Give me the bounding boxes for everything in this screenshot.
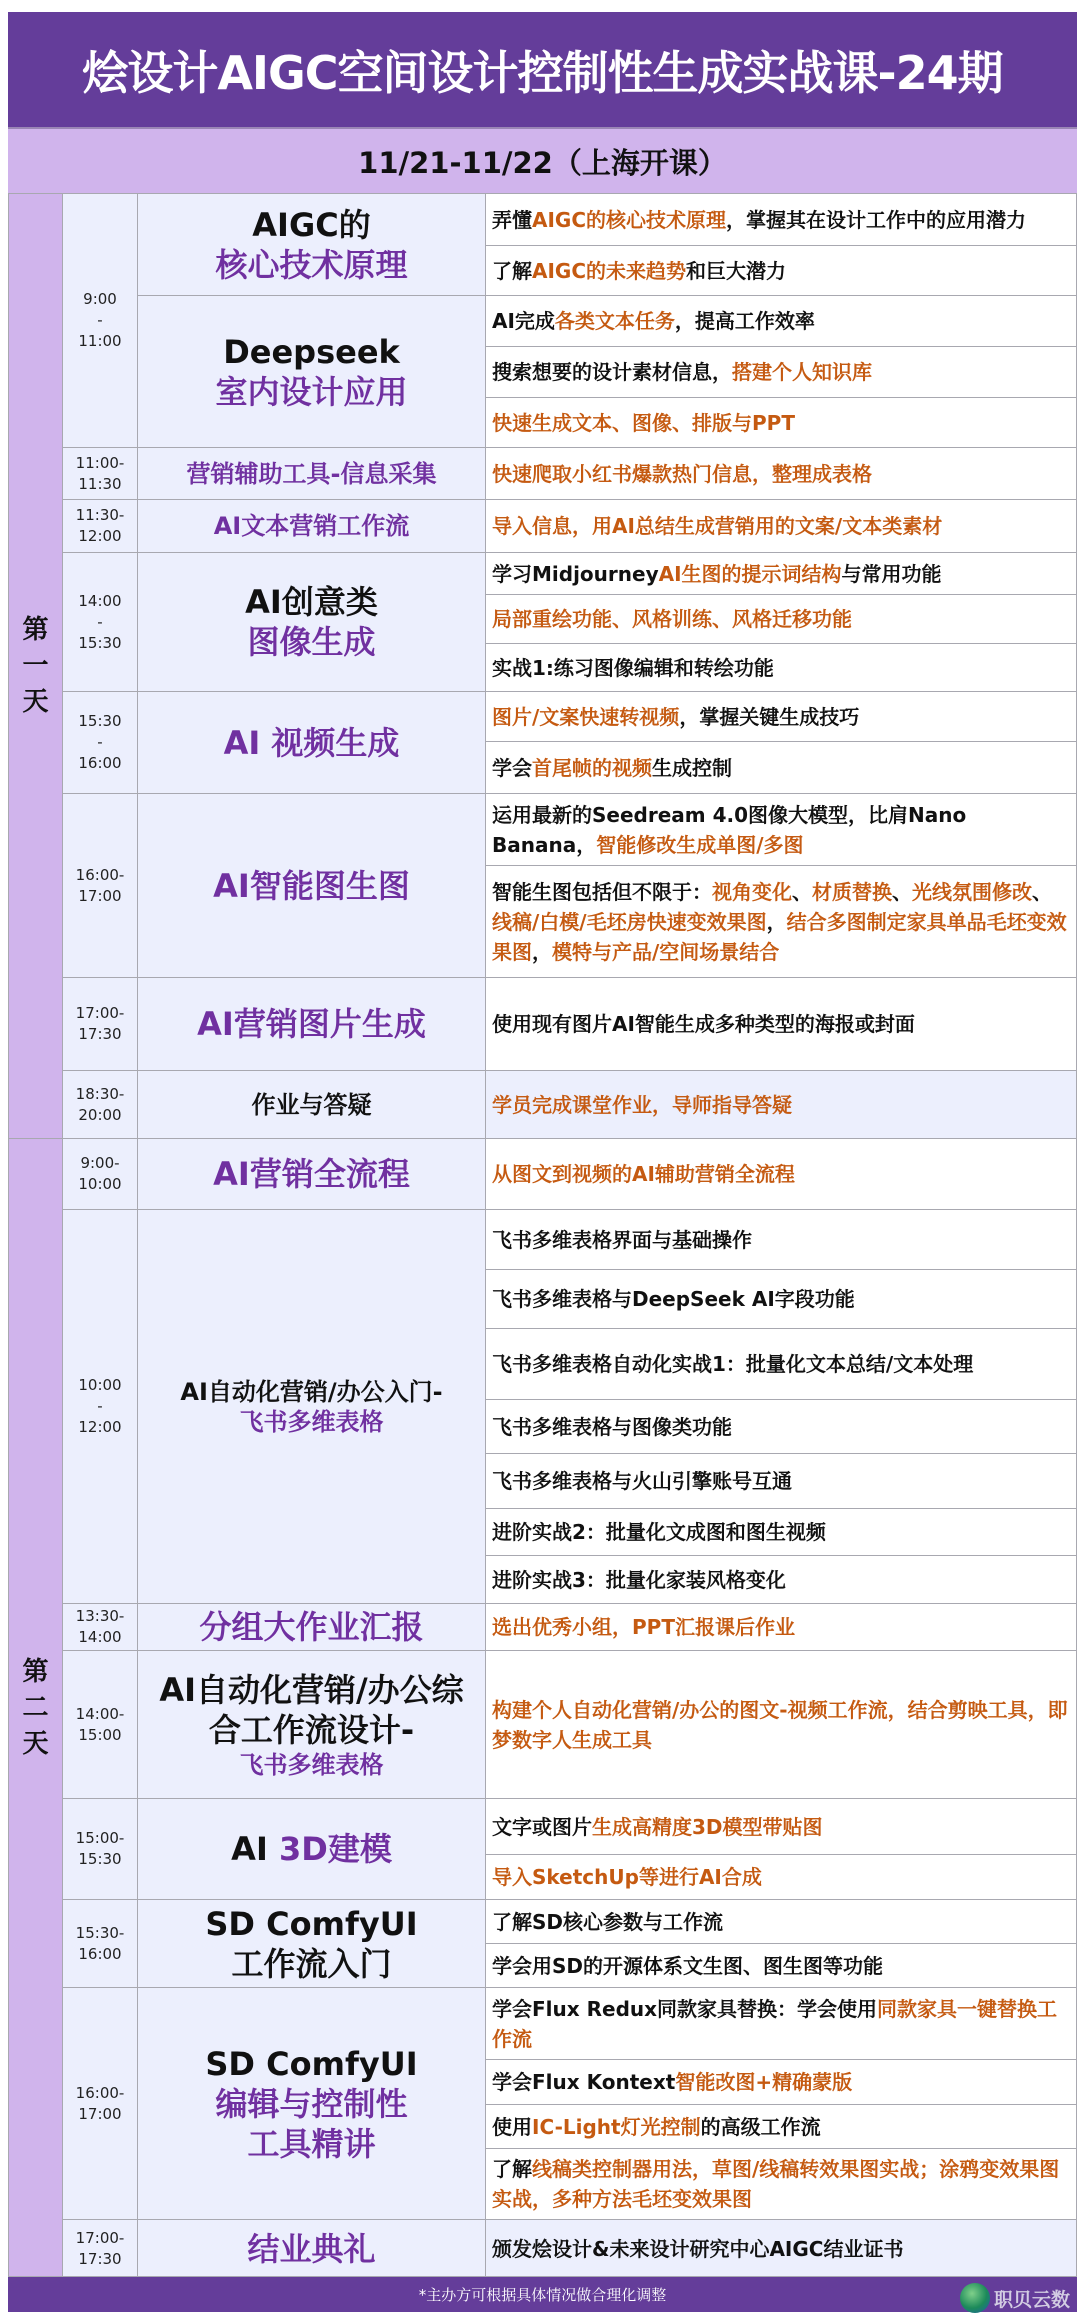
detail-segment: 、 bbox=[1032, 879, 1052, 904]
session-detail bbox=[485, 552, 1077, 594]
session-detail bbox=[485, 2059, 1077, 2104]
time-text: 10:00 bbox=[78, 1175, 122, 1193]
highlight-text: 首尾帧的视频 bbox=[532, 755, 652, 780]
session-topic bbox=[137, 977, 485, 1070]
detail-text bbox=[492, 753, 1071, 783]
session-detail bbox=[485, 1138, 1077, 1209]
detail-text bbox=[492, 1412, 1071, 1442]
highlight-text: AIGC的未来趋势 bbox=[532, 258, 687, 283]
session-detail bbox=[485, 1209, 1077, 1269]
detail-text bbox=[492, 702, 1071, 732]
time-text: 15:30 bbox=[78, 1850, 122, 1868]
session-topic bbox=[137, 1987, 485, 2219]
detail-text bbox=[492, 800, 1071, 860]
time-text: 16:00 bbox=[78, 1944, 122, 1963]
topic-line bbox=[231, 1829, 392, 1869]
detail-text bbox=[492, 205, 1071, 235]
time-slot bbox=[62, 552, 137, 691]
detail-segment: 了解SD核心参数与工作流 bbox=[492, 1909, 724, 1934]
highlight-text: 图片/文案快速转视频 bbox=[492, 704, 680, 729]
topic-text: 结业典礼 bbox=[247, 2229, 376, 2268]
session-topic bbox=[137, 1209, 485, 1603]
session-detail bbox=[485, 193, 1077, 245]
detail-segment: 、 bbox=[892, 879, 912, 904]
topic-text: SD ComfyUI bbox=[205, 1904, 418, 1943]
topic-text: 飞书多维表格 bbox=[239, 1407, 384, 1436]
time-text: 15:30 bbox=[78, 633, 122, 652]
session-detail bbox=[485, 691, 1077, 741]
day-label-char: 二 bbox=[22, 1693, 49, 1723]
session-detail bbox=[485, 245, 1077, 295]
time-text: - bbox=[97, 311, 103, 329]
time-text: 16:00 bbox=[78, 754, 122, 772]
detail-segment: 和巨大潜力 bbox=[686, 258, 787, 283]
time-text: 13:30- bbox=[75, 1607, 125, 1625]
detail-text bbox=[492, 653, 1071, 683]
detail-text bbox=[492, 306, 1071, 336]
time-text: 9:00 bbox=[83, 290, 117, 308]
time-text: 17:00 bbox=[78, 2104, 122, 2123]
detail-text bbox=[492, 357, 1071, 387]
session-topic bbox=[137, 1798, 485, 1899]
time-text: 9:00- bbox=[80, 1154, 120, 1172]
detail-segment: ，提高工作效率 bbox=[674, 309, 815, 333]
detail-segment: 学会用SD的开源体系文生图、图生图等功能 bbox=[492, 1953, 884, 1978]
session-topic bbox=[137, 1603, 485, 1650]
detail-text bbox=[492, 1225, 1071, 1255]
detail-segment: 了解 bbox=[492, 2157, 532, 2181]
detail-segment: 飞书多维表格与DeepSeek AI字段功能 bbox=[492, 1287, 855, 1311]
time-text: 15:30 bbox=[78, 712, 122, 730]
detail-segment: 的高级工作流 bbox=[700, 2114, 821, 2139]
watermark-text: 职贝云数 bbox=[994, 2288, 1071, 2311]
day-label-char: 第 bbox=[22, 615, 49, 645]
highlight-text: 线稿类控制器用法，草图/线稿转效果图实战；涂鸦变效果图实战，多种方法毛坯变效果图 bbox=[492, 2157, 1060, 2211]
time-text: 14:00 bbox=[78, 1628, 122, 1646]
time-text: 11:30- bbox=[75, 506, 125, 524]
session-detail bbox=[485, 1555, 1077, 1603]
highlight-text: 构建个人自动化营销/办公的图文-视频工作流，结合剪映工具，即梦数字人生成工具 bbox=[492, 1697, 1068, 1752]
day-label-char: 天 bbox=[22, 687, 49, 717]
session-detail bbox=[485, 1899, 1077, 1943]
time-slot bbox=[62, 1987, 137, 2219]
detail-segment: 学会 bbox=[492, 755, 532, 780]
topic-text: AI bbox=[231, 1830, 279, 1868]
time-slot bbox=[62, 1070, 137, 1138]
detail-text bbox=[492, 1517, 1071, 1547]
topic-text: 工作流入门 bbox=[231, 1944, 392, 1983]
detail-text bbox=[492, 459, 1071, 489]
topic-line bbox=[213, 1154, 410, 1194]
topic-text: AI 视频生成 bbox=[223, 723, 400, 762]
detail-segment: 进阶实战2：批量化文成图和图生视频 bbox=[492, 1520, 826, 1544]
session-topic bbox=[137, 1138, 485, 1209]
time-slot bbox=[62, 1138, 137, 1209]
detail-text bbox=[492, 559, 1071, 589]
topic-line bbox=[240, 1407, 384, 1437]
topic-line bbox=[180, 1377, 442, 1407]
detail-text bbox=[492, 1159, 1071, 1189]
detail-segment: 、 bbox=[792, 879, 812, 904]
session-detail bbox=[485, 1603, 1077, 1650]
topic-text: 工具精讲 bbox=[247, 2124, 376, 2163]
topic-text: SD ComfyUI bbox=[205, 2044, 418, 2083]
time-slot bbox=[62, 1209, 137, 1603]
detail-text bbox=[492, 1695, 1071, 1755]
highlight-text: 快速生成文本、图像、排版与PPT bbox=[492, 410, 795, 435]
topic-text: 营销辅助工具-信息采集 bbox=[186, 459, 437, 488]
topic-line bbox=[247, 622, 375, 662]
detail-segment: 与常用功能 bbox=[841, 561, 942, 586]
session-detail bbox=[485, 1070, 1077, 1138]
session-detail bbox=[485, 1943, 1077, 1987]
highlight-text: 选出优秀小组，PPT汇报课后作业 bbox=[492, 1615, 795, 1639]
session-topic bbox=[137, 1650, 485, 1798]
detail-segment: 进阶实战3：批量化家装风格变化 bbox=[492, 1567, 786, 1592]
session-detail bbox=[485, 594, 1077, 643]
session-detail bbox=[485, 2148, 1077, 2219]
highlight-text: AIGC的核心技术原理 bbox=[532, 207, 727, 232]
topic-text: AI创意类 bbox=[245, 583, 378, 621]
time-text: 20:00 bbox=[78, 1105, 122, 1124]
detail-segment: 智能生图包括但不限于： bbox=[492, 879, 712, 904]
topic-line bbox=[224, 723, 400, 763]
session-topic bbox=[137, 1070, 485, 1138]
detail-segment: 飞书多维表格自动化实战1：批量化文本总结/文本处理 bbox=[492, 1352, 974, 1376]
topic-line bbox=[247, 2229, 375, 2269]
topic-text: 合工作流设计- bbox=[208, 1710, 415, 1749]
session-topic bbox=[137, 295, 485, 447]
detail-segment: 学会Flux Kontext bbox=[492, 2070, 676, 2094]
highlight-text: 学员完成课堂作业，导师指导答疑 bbox=[492, 1092, 792, 1117]
detail-text bbox=[492, 511, 1071, 541]
session-topic bbox=[137, 793, 485, 977]
highlight-text: 结合多图制定家具单品毛坯变效果图 bbox=[492, 909, 1067, 964]
topic-line bbox=[247, 2124, 375, 2164]
detail-segment: 弄懂 bbox=[492, 207, 532, 232]
detail-segment: 文字或图片 bbox=[492, 1814, 592, 1839]
topic-line bbox=[205, 1904, 417, 1944]
time-text: 14:00 bbox=[78, 591, 122, 610]
session-topic bbox=[137, 691, 485, 793]
time-text: - bbox=[97, 612, 103, 631]
time-text: 17:30 bbox=[78, 1025, 122, 1043]
session-detail bbox=[485, 346, 1077, 397]
time-slot bbox=[62, 1899, 137, 1987]
time-text: 17:00- bbox=[75, 2228, 125, 2247]
detail-segment: ， bbox=[766, 909, 787, 934]
highlight-text: 视角变化 bbox=[712, 879, 792, 904]
detail-segment: 使用 bbox=[492, 2114, 532, 2139]
day-label-cell bbox=[8, 193, 62, 1138]
time-text: 18:30- bbox=[75, 1084, 125, 1103]
highlight-text: 从图文到视频的AI辅助营销全流程 bbox=[492, 1162, 795, 1186]
session-detail bbox=[485, 643, 1077, 691]
course-date: 11/21-11/22（上海开课） bbox=[8, 127, 1077, 193]
detail-text bbox=[492, 604, 1071, 634]
time-text: 12:00 bbox=[78, 527, 122, 545]
time-text: 10:00 bbox=[78, 1376, 122, 1394]
topic-line bbox=[245, 582, 378, 622]
detail-segment: ，掌握其在设计工作中的应用潜力 bbox=[726, 207, 1027, 232]
highlight-text: 智能修改生成单图/多图 bbox=[596, 832, 804, 857]
session-detail bbox=[485, 2104, 1077, 2148]
topic-text: 核心技术原理 bbox=[215, 245, 408, 284]
detail-text bbox=[492, 1612, 1071, 1642]
watermark bbox=[960, 2280, 1078, 2316]
detail-segment: 实战1:练习图像编辑和转绘功能 bbox=[492, 655, 774, 680]
topic-line bbox=[159, 1670, 463, 1710]
topic-line bbox=[231, 1944, 391, 1984]
session-detail bbox=[485, 2219, 1077, 2277]
highlight-text: 智能改图+精确蒙版 bbox=[675, 2070, 853, 2094]
topic-line bbox=[215, 372, 407, 412]
topic-text: AI营销图片生成 bbox=[197, 1005, 426, 1043]
topic-text: AIGC的 bbox=[252, 205, 371, 244]
detail-text bbox=[492, 2234, 1071, 2264]
session-detail bbox=[485, 1798, 1077, 1854]
highlight-text: 搭建个人知识库 bbox=[732, 360, 872, 384]
topic-line bbox=[240, 1750, 384, 1780]
day-label-char: 一 bbox=[22, 651, 49, 681]
topic-text: AI智能图生图 bbox=[213, 866, 410, 905]
topic-text: AI文本营销工作流 bbox=[213, 512, 410, 540]
topic-line bbox=[252, 1090, 372, 1120]
session-detail bbox=[485, 1328, 1077, 1399]
detail-text bbox=[492, 1466, 1071, 1496]
topic-text: 编辑与控制性 bbox=[215, 2084, 408, 2123]
footer-note: *主办方可根据具体情况做合理化调整 bbox=[8, 2277, 1077, 2312]
time-text: 16:00- bbox=[75, 865, 125, 884]
highlight-text: 快速爬取小红书爆款热门信息，整理成表格 bbox=[492, 461, 872, 486]
detail-segment: 飞书多维表格与图像类功能 bbox=[492, 1414, 732, 1439]
session-topic bbox=[137, 2219, 485, 2277]
time-text: 17:00- bbox=[75, 1004, 125, 1022]
day-label-cell bbox=[8, 1138, 62, 2277]
session-detail bbox=[485, 397, 1077, 447]
day-label-char: 第 bbox=[22, 1657, 49, 1687]
topic-text: 飞书多维表格 bbox=[239, 1750, 384, 1779]
detail-text bbox=[492, 1009, 1071, 1039]
session-detail bbox=[485, 1650, 1077, 1798]
detail-segment: 搜索想要的设计素材信息， bbox=[492, 360, 732, 384]
detail-text bbox=[492, 1812, 1071, 1842]
session-topic bbox=[137, 1899, 485, 1987]
time-text: - bbox=[97, 1397, 103, 1415]
detail-segment: 学习Midjourney bbox=[492, 561, 659, 586]
time-text: 16:00- bbox=[75, 2083, 125, 2102]
time-slot bbox=[62, 691, 137, 793]
session-detail bbox=[485, 1508, 1077, 1555]
time-text: 15:00 bbox=[78, 1725, 122, 1744]
detail-segment: 使用现有图片AI智能生成多种类型的海报或封面 bbox=[492, 1012, 915, 1036]
topic-line bbox=[213, 866, 410, 906]
time-text: 11:00 bbox=[78, 332, 122, 350]
detail-segment: 运用最新的Seedream 4.0图像大模型，比肩Nano Banana， bbox=[492, 802, 967, 857]
time-slot bbox=[62, 2219, 137, 2277]
topic-line bbox=[215, 245, 407, 285]
time-slot bbox=[62, 977, 137, 1070]
topic-line bbox=[223, 332, 400, 372]
time-text: 17:30 bbox=[78, 2249, 122, 2268]
time-slot bbox=[62, 1650, 137, 1798]
topic-text: Deepseek bbox=[223, 332, 400, 371]
topic-text: 3D建模 bbox=[278, 1830, 392, 1868]
time-text: 12:00 bbox=[78, 1418, 122, 1436]
time-text: 15:30- bbox=[75, 1923, 125, 1942]
time-text: - bbox=[97, 733, 103, 751]
session-topic bbox=[137, 193, 485, 295]
topic-line bbox=[187, 459, 437, 489]
page-title: 烩设计AIGC空间设计控制性生成实战课-24期 bbox=[8, 12, 1077, 127]
highlight-text: 导入SketchUp等进行AI合成 bbox=[492, 1865, 762, 1889]
time-slot bbox=[62, 499, 137, 552]
highlight-text: 导入信息，用AI总结生成营销用的文案/文本类素材 bbox=[492, 514, 943, 538]
topic-text: AI营销全流程 bbox=[213, 1155, 410, 1193]
highlight-text: 各类文本任务 bbox=[554, 309, 675, 333]
session-detail bbox=[485, 865, 1077, 977]
topic-text: AI自动化营销/办公综 bbox=[159, 1670, 464, 1709]
topic-text: 图像生成 bbox=[247, 623, 376, 661]
watermark-logo-icon bbox=[960, 2283, 990, 2313]
detail-segment: 生成控制 bbox=[652, 755, 732, 780]
time-slot bbox=[62, 1603, 137, 1650]
session-detail bbox=[485, 1269, 1077, 1328]
topic-line bbox=[215, 2084, 407, 2124]
detail-segment: 学会Flux Redux同款家具替换：学会使用 bbox=[492, 1996, 878, 2021]
day-label-char: 天 bbox=[22, 1729, 49, 1759]
highlight-text: AI生图的提示词结构 bbox=[658, 561, 842, 586]
detail-text bbox=[492, 1994, 1071, 2054]
detail-text bbox=[492, 1862, 1071, 1892]
session-detail bbox=[485, 447, 1077, 499]
detail-text bbox=[492, 408, 1071, 438]
detail-segment: 飞书多维表格界面与基础操作 bbox=[492, 1227, 752, 1252]
topic-line bbox=[205, 2044, 417, 2084]
highlight-text: 模特与产品/空间场景结合 bbox=[552, 939, 780, 964]
topic-text: 室内设计应用 bbox=[215, 372, 408, 411]
session-detail bbox=[485, 1453, 1077, 1508]
session-detail bbox=[485, 741, 1077, 793]
topic-line bbox=[197, 1004, 426, 1044]
topic-text: AI自动化营销/办公入门- bbox=[180, 1377, 443, 1406]
topic-line bbox=[214, 511, 410, 541]
topic-text: 分组大作业汇报 bbox=[199, 1608, 424, 1646]
session-detail bbox=[485, 1987, 1077, 2059]
topic-line bbox=[209, 1710, 414, 1750]
highlight-text: 生成高精度3D模型带贴图 bbox=[592, 1814, 823, 1839]
highlight-text: 材质替换 bbox=[812, 879, 892, 904]
session-topic bbox=[137, 447, 485, 499]
time-text: 17:00 bbox=[78, 886, 122, 905]
highlight-text: 局部重绘功能、风格训练、风格迁移功能 bbox=[492, 607, 852, 631]
time-text: 11:00- bbox=[75, 453, 125, 472]
detail-text bbox=[492, 2112, 1071, 2142]
time-slot bbox=[62, 447, 137, 499]
detail-text bbox=[492, 1090, 1071, 1120]
detail-segment: 飞书多维表格与火山引擎账号互通 bbox=[492, 1469, 792, 1493]
session-topic bbox=[137, 552, 485, 691]
session-detail bbox=[485, 1854, 1077, 1899]
detail-segment: 颁发烩设计&未来设计研究中心AIGC结业证书 bbox=[492, 2236, 904, 2261]
topic-line bbox=[199, 1607, 423, 1647]
detail-text bbox=[492, 1907, 1071, 1937]
time-text: 11:30 bbox=[78, 474, 122, 493]
time-slot bbox=[62, 193, 137, 447]
detail-text bbox=[492, 2154, 1071, 2214]
detail-text bbox=[492, 1349, 1071, 1379]
session-detail bbox=[485, 1399, 1077, 1453]
detail-segment: 了解 bbox=[492, 258, 532, 283]
time-slot bbox=[62, 1798, 137, 1899]
session-detail bbox=[485, 977, 1077, 1070]
highlight-text: IC-Light灯光控制 bbox=[532, 2114, 701, 2139]
detail-text bbox=[492, 877, 1071, 967]
highlight-text: 线稿/白模/毛坯房快速变效果图 bbox=[492, 909, 767, 934]
session-detail bbox=[485, 499, 1077, 552]
topic-line bbox=[252, 205, 370, 245]
highlight-text: 同款家具一键替换工作流 bbox=[492, 1996, 1058, 2051]
time-text: 14:00- bbox=[75, 1704, 125, 1723]
detail-segment: AI完成 bbox=[492, 309, 555, 333]
session-topic bbox=[137, 499, 485, 552]
detail-segment: ， bbox=[532, 939, 552, 964]
session-detail bbox=[485, 793, 1077, 865]
time-text: 15:00- bbox=[75, 1829, 125, 1847]
detail-text bbox=[492, 256, 1071, 286]
detail-text bbox=[492, 1284, 1071, 1314]
detail-text bbox=[492, 1565, 1071, 1595]
topic-text: 作业与答疑 bbox=[251, 1090, 372, 1119]
time-slot bbox=[62, 793, 137, 977]
detail-text bbox=[492, 1951, 1071, 1981]
detail-segment: ，掌握关键生成技巧 bbox=[679, 704, 860, 729]
session-detail bbox=[485, 295, 1077, 346]
detail-text bbox=[492, 2067, 1071, 2097]
highlight-text: 光线氛围修改 bbox=[912, 879, 1032, 904]
